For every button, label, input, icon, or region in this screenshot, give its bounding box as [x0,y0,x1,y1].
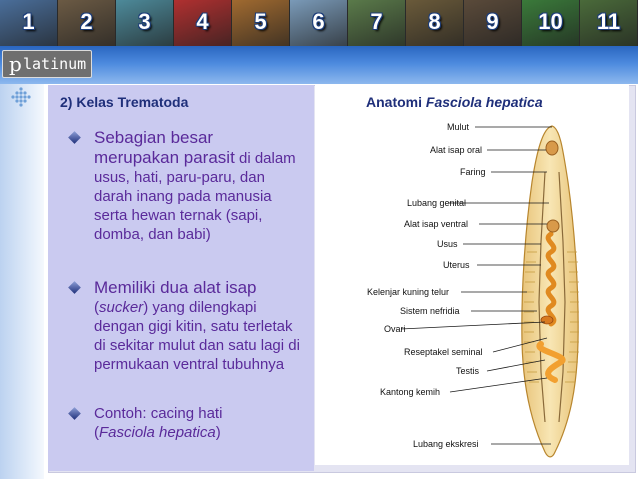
logo-text: latinum [23,55,87,73]
nav-tile-number: 1 [22,9,35,34]
dot-grid-icon [10,86,32,108]
bullet-2-text [94,278,300,374]
nav-tile-11[interactable] [580,0,638,46]
label-kantong-kemih: Kantong kemih [380,387,441,397]
nav-tile-2[interactable] [58,0,116,46]
label-faring: Faring [460,167,486,177]
nav-tile-3[interactable] [116,0,174,46]
ovary [541,316,553,324]
nav-tile-number: 5 [254,9,267,34]
label-ovari: Ovari [384,324,406,334]
bullet-1-main: Sebagian besar merupakan parasit [94,128,235,167]
nav-tile-10[interactable] [522,0,580,46]
label-sistem-nefridia: Sistem nefridia [400,306,460,316]
nav-tile-number: 11 [596,9,621,34]
label-kelenjar-kuning-telur: Kelenjar kuning telur [367,287,450,297]
bullet-3-em: Fasciola hepatica [99,424,216,441]
label-lubang-genital: Lubang genital [407,198,467,208]
label-lubang-ekskresi: Lubang ekskresi [413,439,479,449]
bullet-3-line1: Contoh: cacing hati [94,405,223,422]
bullet-3-close: ) [215,424,221,441]
bullet-2-rest: ) yang dilengkapi dengan gigi kitin, satu terletak di sekitar mulut dan satu lagi di permukaan ventral tubuhnya [94,299,300,373]
bullet-2-open: ( [94,299,99,316]
bullet-1-rest: di dalam usus, hati, paru-paru, dan darah inang pada manusia serta hewan ternak (sapi, domba, dan babi) [94,150,296,243]
nav-tile-number: 9 [486,9,499,34]
nav-tile-number: 2 [80,9,93,34]
nav-tile-1[interactable] [0,0,58,46]
nav-tile-number: 6 [312,9,325,34]
left-decor-bar [0,84,44,479]
logo-letter: p [9,52,21,76]
nav-tile-7[interactable] [348,0,406,46]
fasciola-anatomy-illustration [315,112,629,464]
photo-strip-nav [0,0,638,46]
nav-tile-6[interactable] [290,0,348,46]
bullet-2-em: sucker [99,299,144,316]
figure-title [366,94,543,110]
bullet-1-text [94,128,300,244]
section-title: 2) Kelas Trematoda [60,94,189,110]
label-testis: Testis [456,366,480,376]
figure-title-species: Fasciola hepatica [425,94,543,110]
bullet-2-main: Memiliki dua alat isap [94,278,257,297]
nav-tile-5[interactable] [232,0,290,46]
label-reseptakel-seminal: Reseptakel seminal [404,347,483,357]
nav-tile-number: 7 [370,9,383,34]
label-alat-isap-oral: Alat isap oral [430,145,483,155]
label-alat-isap-ventral: Alat isap ventral [404,219,469,229]
nav-tile-number: 10 [538,9,563,34]
oral-sucker [546,141,558,155]
nav-tile-9[interactable] [464,0,522,46]
nav-tile-4[interactable] [174,0,232,46]
label-uterus: Uterus [443,260,470,270]
nav-tile-number: 4 [196,9,209,34]
label-mulut: Mulut [447,122,470,132]
nav-tile-number: 3 [138,9,151,34]
figure-title-prefix: Anatomi [366,94,426,110]
nav-tile-number: 8 [428,9,441,34]
bullet-3-text [94,404,300,442]
bullet-3-open: ( [94,424,99,441]
label-usus: Usus [437,239,458,249]
platinum-logo [2,50,92,78]
header-band [0,46,638,84]
nav-tile-8[interactable] [406,0,464,46]
ventral-sucker [547,220,559,232]
